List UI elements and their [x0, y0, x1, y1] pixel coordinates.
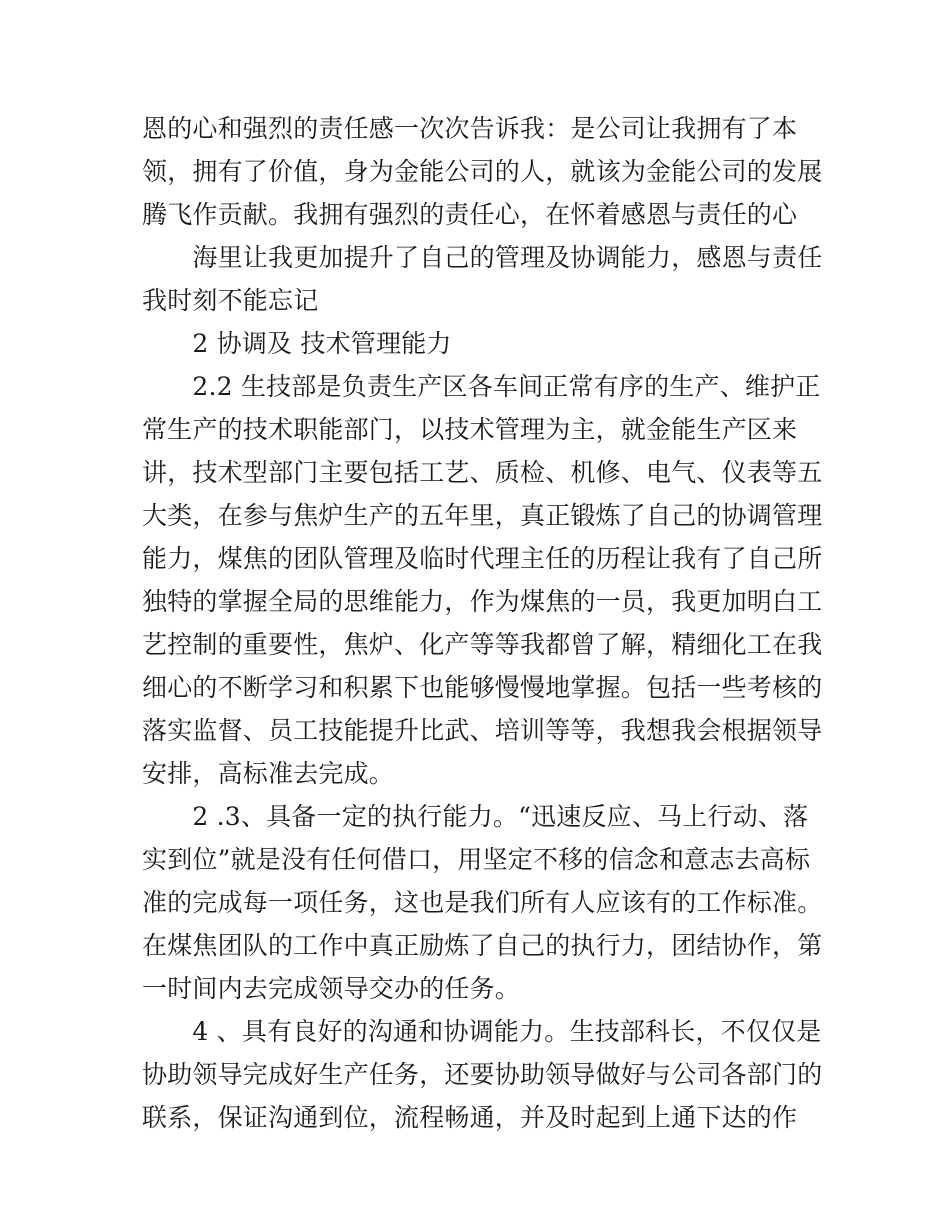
text-line: 联系，保证沟通到位，流程畅通，并及时起到上通下达的作 — [142, 1103, 798, 1132]
text-line: 恩的心和强烈的责任感一次次告诉我：是公司让我拥有了本 — [142, 114, 798, 143]
text-line: 2.2 生技部是负责生产区各车间正常有序的生产、维护正 — [142, 372, 821, 401]
text-line: 4 、具有良好的沟通和协调能力。生技部科长，不仅仅是 — [142, 1017, 822, 1046]
text-line: 大类，在参与焦炉生产的五年里，真正锻炼了自己的协调管理 — [142, 501, 823, 530]
text-line: 细心的不断学习和积累下也能够慢慢地掌握。包括一些考核的 — [142, 673, 823, 702]
text-line: 在煤焦团队的工作中真正励炼了自己的执行力，团结协作，第 — [142, 931, 823, 960]
section-heading: 2 协调及 技术管理能力 — [142, 329, 452, 358]
text-line: 艺控制的重要性，焦炉、化产等等我都曾了解，精细化工在我 — [142, 630, 823, 659]
text-line: 独特的掌握全局的思维能力，作为煤焦的一员，我更加明白工 — [142, 587, 823, 616]
text-line: 2 .3、具备一定的执行能力。“迅速反应、马上行动、落 — [142, 802, 809, 831]
text-line: 我时刻不能忘记 — [142, 286, 319, 315]
text-line: 落实监督、员工技能提升比武、培训等等，我想我会根据领导 — [142, 716, 823, 745]
text-line: 安排，高标准去完成。 — [142, 759, 395, 788]
text-line: 准的完成每一项任务，这也是我们所有人应该有的工作标准。 — [142, 888, 823, 917]
text-line: 一时间内去完成领导交办的任务。 — [142, 974, 521, 1003]
text-line: 能力，煤焦的团队管理及临时代理主任的历程让我有了自己所 — [142, 544, 823, 573]
text-line: 讲，技术型部门主要包括工艺、质检、机修、电气、仪表等五 — [142, 458, 823, 487]
text-line: 海里让我更加提升了自己的管理及协调能力，感恩与责任 — [142, 243, 823, 272]
text-line: 协助领导完成好生产任务，还要协助领导做好与公司各部门的 — [142, 1060, 823, 1089]
text-line: 腾飞作贡献。我拥有强烈的责任心，在怀着感恩与责任的心 — [142, 200, 798, 229]
text-line: 实到位”就是没有任何借口，用坚定不移的信念和意志去高标 — [142, 845, 811, 874]
text-line: 常生产的技术职能部门，以技术管理为主，就金能生产区来 — [142, 415, 798, 444]
text-line: 领，拥有了价值，身为金能公司的人，就该为金能公司的发展 — [142, 157, 823, 186]
